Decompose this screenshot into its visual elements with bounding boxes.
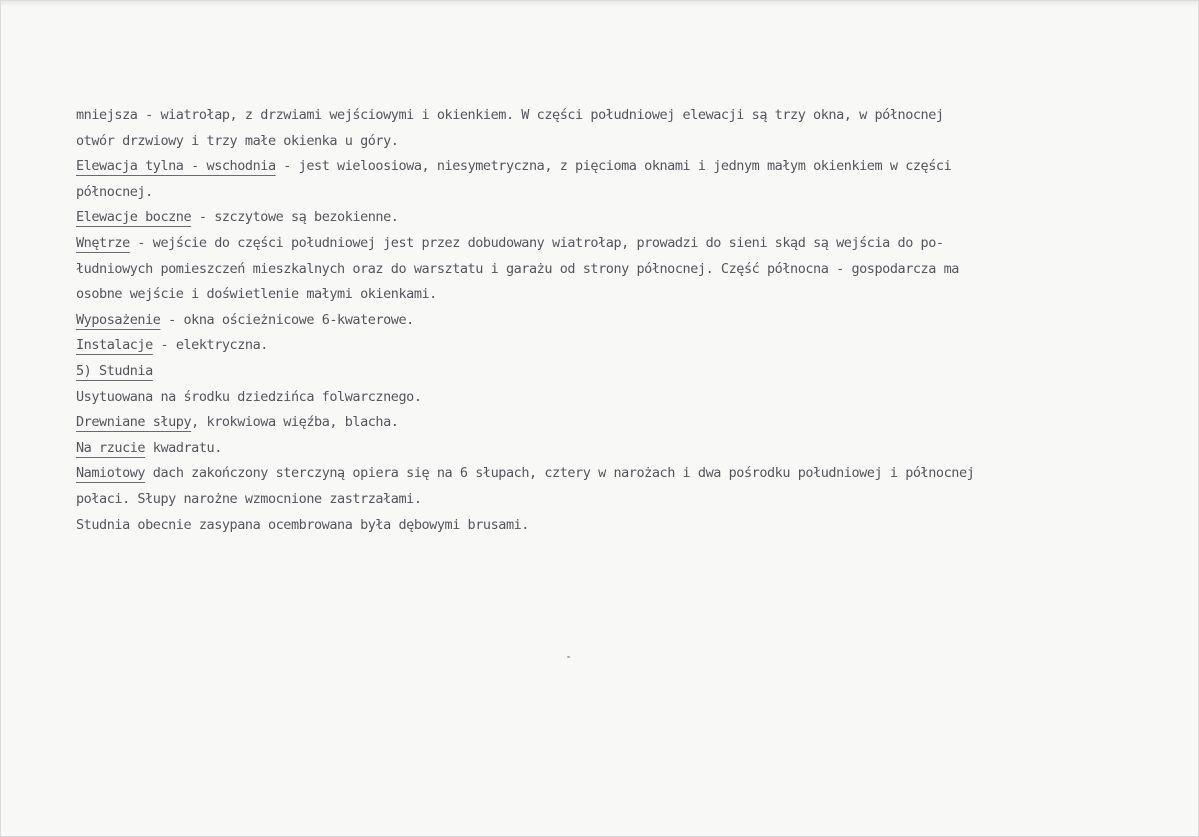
- underlined-heading: Na rzucie: [76, 439, 146, 456]
- text-segment: - wejście do części południowej jest przez dobudowany wiatrołap, prowadzi do sieni skąd są wejścia do po-: [129, 234, 944, 251]
- underlined-heading: 5) Studnia: [76, 362, 153, 379]
- text-segment: kwadratu.: [145, 439, 222, 456]
- underlined-heading: Wyposażenie: [76, 311, 161, 328]
- text-line: [76, 103, 1156, 129]
- text-line: [76, 333, 1156, 359]
- text-line: [76, 154, 1156, 180]
- text-line: [76, 436, 1156, 462]
- text-line: [76, 308, 1156, 334]
- text-segment: dach zakończony sterczyną opiera się na 6 słupach, cztery w narożach i dwa pośrodku południowej i północnej: [145, 465, 975, 482]
- text-segment: północnej.: [76, 183, 153, 200]
- text-line: [76, 410, 1156, 436]
- underlined-heading: Elewacje boczne: [76, 209, 192, 226]
- underlined-heading: Elewacja tylna - wschodnia: [76, 158, 276, 175]
- text-segment: - szczytowe są bezokienne.: [191, 209, 399, 226]
- text-segment: , krokwiowa więźba, blacha.: [191, 414, 399, 431]
- text-segment: - elektryczna.: [152, 337, 268, 354]
- text-line: [76, 180, 1156, 206]
- text-line: [76, 487, 1156, 513]
- text-segment: - okna ościeżnicowe 6-kwaterowe.: [160, 311, 414, 328]
- page-edge-shadow: [1, 1, 1199, 7]
- text-line: [76, 129, 1156, 155]
- text-line: [76, 231, 1156, 257]
- text-segment: osobne wejście i doświetlenie małymi okienkami.: [76, 286, 437, 303]
- typewritten-text-block: [76, 103, 1156, 538]
- text-segment: otwór drzwiowy i trzy małe okienka u góry.: [76, 132, 399, 149]
- text-segment: Usytuowana na środku dziedzińca folwarcznego.: [76, 388, 422, 405]
- text-line: [76, 385, 1156, 411]
- text-line: [76, 513, 1156, 539]
- text-segment: Studnia obecnie zasypana ocembrowana była dębowymi brusami.: [76, 516, 529, 533]
- text-segment: - jest wieloosiowa, niesymetryczna, z pięcioma oknami i jednym małym okienkiem w części: [275, 158, 952, 175]
- underlined-heading: Namiotowy: [76, 465, 146, 482]
- text-line: [76, 359, 1156, 385]
- text-segment: mniejsza - wiatrołap, z drzwiami wejściowymi i okienkiem. W części południowej elewacji są trzy okna, w północnej: [76, 107, 944, 123]
- paper-speck: [567, 656, 570, 658]
- underlined-heading: Instalacje: [76, 337, 153, 354]
- text-line: [76, 282, 1156, 308]
- text-segment: połaci. Słupy narożne wzmocnione zastrzałami.: [76, 490, 422, 507]
- text-line: [76, 461, 1156, 487]
- text-line: [76, 205, 1156, 231]
- text-line: [76, 257, 1156, 283]
- underlined-heading: Wnętrze: [76, 234, 130, 251]
- underlined-heading: Drewniane słupy: [76, 414, 192, 431]
- text-segment: łudniowych pomieszczeń mieszkalnych oraz do warsztatu i garażu od strony północnej. Część północna - gospodarcza ma: [76, 260, 959, 277]
